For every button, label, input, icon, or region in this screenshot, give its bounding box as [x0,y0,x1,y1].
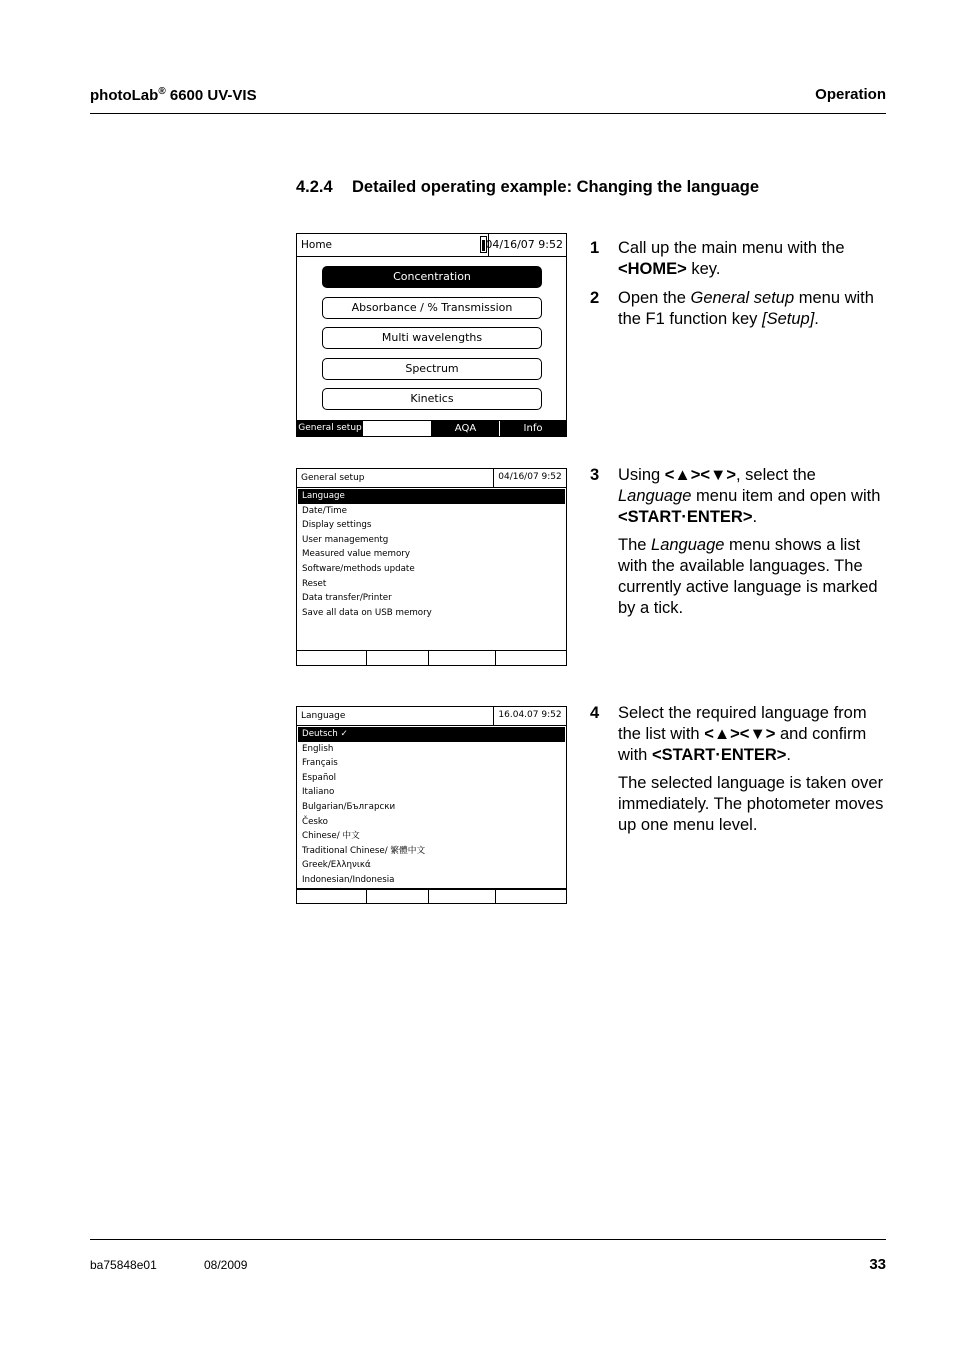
key-name: <START·ENTER> [618,507,753,526]
softkey-3[interactable] [429,890,496,903]
section-heading [296,178,759,197]
text-run: Open the [618,289,691,307]
softkey-aqa[interactable]: AQA [432,421,500,436]
language-item-italiano[interactable]: Italiano [302,787,335,798]
setup-datetime: 04/16/07 9:52 [493,469,566,487]
text-run: Call up the main menu with the [618,239,845,257]
text-run: The [618,536,652,555]
language-item-francais[interactable]: Français [302,758,338,769]
setup-softkeys [297,650,566,665]
language-datetime: 16.04.07 9:52 [493,707,566,725]
header-rule [90,113,886,114]
softkey-1[interactable] [297,890,367,903]
step-text [618,288,890,330]
menu-name: Language [651,536,725,555]
menu-kinetics[interactable]: Kinetics [322,388,542,410]
setup-item-save-usb[interactable]: Save all data on USB memory [302,607,432,618]
setup-titlebar [297,469,566,488]
setup-item-reset[interactable]: Reset [302,578,327,589]
setup-item-software-update[interactable]: Software/methods update [302,563,415,574]
text-run: . [752,507,758,526]
setup-item-language[interactable]: Language [298,489,565,504]
footer-rule [90,1239,886,1240]
step-4 [590,703,890,836]
language-item-cesko[interactable]: Česko [302,816,328,827]
softkey-general-setup[interactable]: General setup [297,421,364,436]
step-text [618,703,890,765]
language-item-english[interactable]: English [302,743,334,754]
text-run: and confirm with [618,724,867,764]
softkey-3[interactable] [429,651,496,665]
softkey-info[interactable]: Info [500,421,566,436]
header-product [90,86,257,104]
setup-menu-list [297,489,566,620]
softkey-2[interactable] [367,651,429,665]
menu-item-name: Language [618,486,692,505]
arrow-keys: <▲><▼> [664,466,736,484]
language-item-indonesian[interactable]: Indonesian/Indonesia [302,874,395,885]
step-number: 4 [590,704,600,722]
home-datetime: 04/16/07 9:52 [485,238,563,251]
home-softkeys [297,420,566,436]
step-text [618,238,890,280]
home-screen [296,233,567,437]
menu-multi-wavelengths[interactable]: Multi wavelengths [322,327,542,349]
menu-name: General setup [690,289,795,307]
language-item-chinese[interactable]: Chinese/ 中文 [302,831,360,842]
language-item-greek[interactable]: Greek/Ελληνικά [302,860,371,871]
registered-mark: ® [158,86,166,97]
softkey-4[interactable] [496,890,566,903]
key-name: <HOME> [618,259,687,278]
text-run: menu with the F1 function key [618,289,874,328]
key-name: <START·ENTER> [651,745,787,764]
setup-item-data-transfer[interactable]: Data transfer/Printer [302,593,392,604]
step-note [618,535,890,618]
language-item-traditional-chinese[interactable]: Traditional Chinese/ 繁體中文 [302,845,426,856]
step-1 [590,238,890,280]
step-3 [590,465,890,619]
text-run: , select the [736,466,816,484]
step-2 [590,288,890,330]
softkey-2[interactable] [367,890,429,903]
language-screen [296,706,567,904]
home-title: Home [301,239,333,251]
general-setup-screen [296,468,567,666]
softkey-name: [Setup] [762,309,815,328]
text-run: . [786,745,791,764]
section-title: Detailed operating example: Changing the language [352,178,760,196]
section-number: 4.2.4 [296,178,333,196]
product-name: photoLab [90,87,159,104]
language-item-espanol[interactable]: Español [302,772,337,783]
softkey-4[interactable] [496,651,566,665]
menu-absorbance[interactable]: Absorbance / % Transmission [322,297,542,319]
setup-item-user-management[interactable]: User managementg [302,534,389,545]
text-run: Select the required language from the list with [618,704,867,743]
footer-date: 08/2009 [204,1258,248,1272]
language-softkeys [297,888,566,903]
language-titlebar [297,707,566,726]
text-run: menu shows a list with the available languages. The currently active language is marked by a tick. [618,536,878,617]
language-list [297,727,566,888]
setup-item-date-time[interactable]: Date/Time [302,505,347,516]
text-run: menu item and open with [691,486,881,505]
language-item-bulgarian[interactable]: Bulgarian/Български [302,801,396,812]
text-run: Using [618,466,665,484]
header-section: Operation [815,86,886,103]
language-item-deutsch[interactable]: Deutsch ✓ [298,727,565,742]
menu-concentration[interactable]: Concentration [322,266,542,288]
step-text [618,465,890,527]
language-title: Language [301,711,346,721]
text-run: key. [686,259,721,278]
setup-item-display-settings[interactable]: Display settings [302,520,372,531]
text-run: . [814,309,819,328]
softkey-1[interactable] [297,651,367,665]
page-number: 33 [869,1256,886,1273]
setup-item-measured-value-memory[interactable]: Measured value memory [302,549,410,560]
home-titlebar [297,234,566,257]
step-number: 1 [590,239,600,257]
arrow-keys: <▲><▼> [704,724,776,743]
product-model: 6600 UV-VIS [165,87,257,104]
step-number: 2 [590,289,600,307]
step-note: The selected language is taken over immediately. The photometer moves up one menu level. [618,774,884,834]
menu-spectrum[interactable]: Spectrum [322,358,542,380]
setup-title: General setup [301,473,365,483]
footer-doc-id: ba75848e01 [90,1258,157,1272]
step-number: 3 [590,466,600,484]
softkey-empty[interactable] [364,421,432,436]
